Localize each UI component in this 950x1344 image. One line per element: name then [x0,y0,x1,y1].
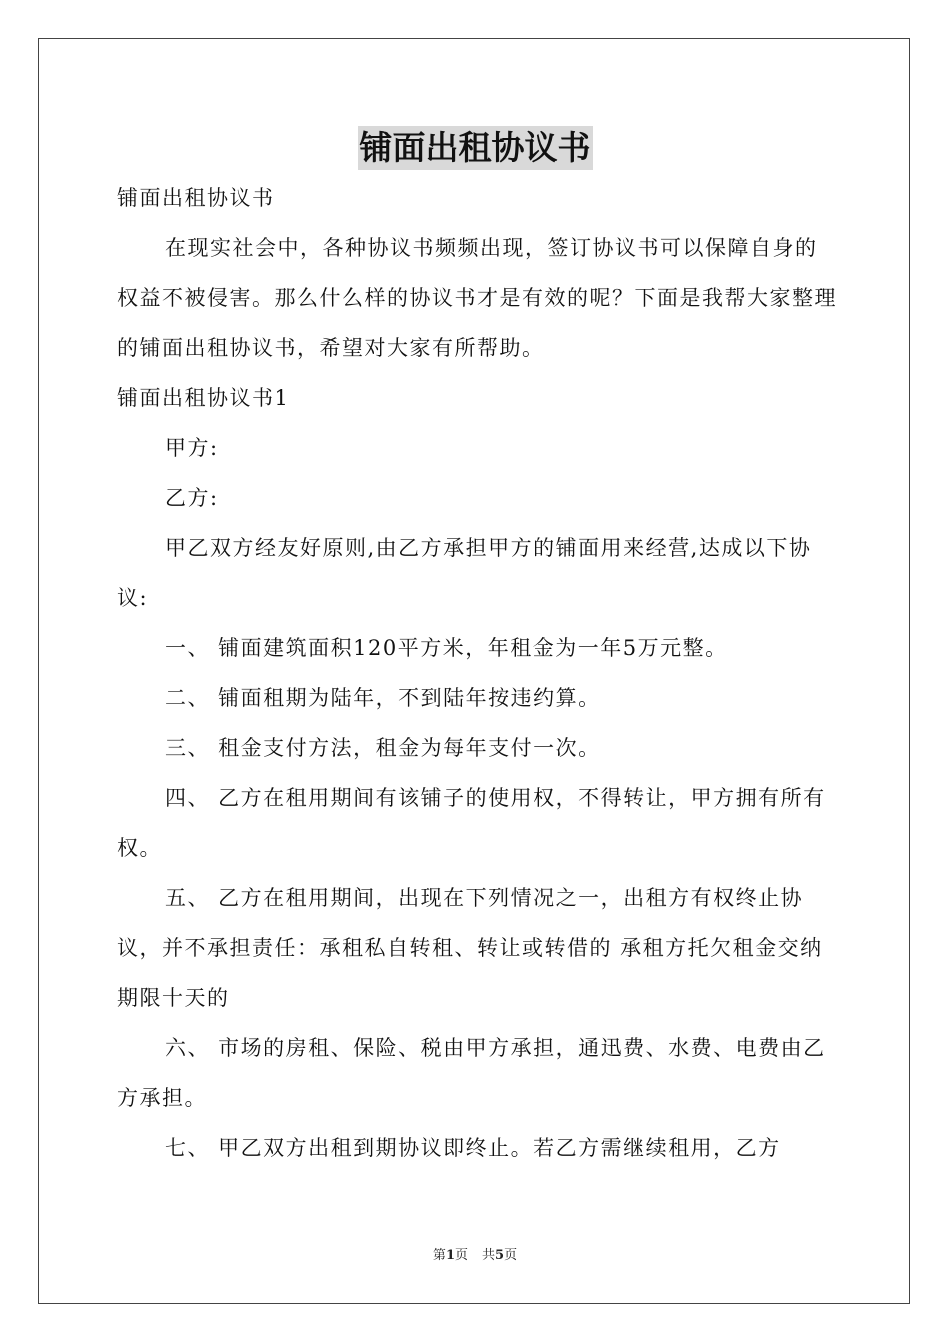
title-area [0,126,950,170]
paragraph: 七、 甲乙双方出租到期协议即终止。若乙方需继续租用，乙方 [165,1136,781,1160]
paragraph: 铺面出租协议书 [117,186,275,210]
total-suffix: 页 [504,1248,518,1263]
page-prefix: 第 [432,1248,446,1263]
current-page-number: 1 [445,1248,455,1263]
paragraph: 甲乙双方经友好原则,由乙方承担甲方的铺面用来经营,达成以下协议: [117,536,812,610]
total-page-number: 5 [495,1248,505,1263]
document-body [117,173,837,1173]
paragraph: 四、 乙方在租用期间有该铺子的使用权，不得转让，甲方拥有所有权。 [117,786,826,860]
paragraph: 三、 租金支付方法，租金为每年支付一次。 [165,736,601,760]
paragraph: 在现实社会中，各种协议书频频出现，签订协议书可以保障自身的权益不被侵害。那么什么样的协议书才是有效的呢？下面是我帮大家整理的铺面出租协议书，希望对大家有所帮助。 [117,236,837,360]
paragraph: 铺面出租协议书1 [117,386,290,410]
paragraph: 二、 铺面租期为陆年，不到陆年按违约算。 [165,686,601,710]
page-suffix: 页 [454,1248,468,1263]
paragraph: 一、 铺面建筑面积120平方米，年租金为一年5万元整。 [165,636,728,660]
total-prefix: 共 [482,1248,496,1263]
page-footer [0,1244,950,1263]
paragraph: 六、 市场的房租、保险、税由甲方承担，通迅费、水费、电费由乙方承担。 [117,1036,826,1110]
paragraph: 乙方: [165,486,219,510]
paragraph: 五、 乙方在租用期间，出现在下列情况之一，出租方有权终止协议，并不承担责任：承租私自转租、转让或转借的 承租方托欠租金交纳期限十天的 [117,886,823,1010]
paragraph: 甲方: [165,436,219,460]
document-title: 铺面出租协议书 [358,126,593,170]
